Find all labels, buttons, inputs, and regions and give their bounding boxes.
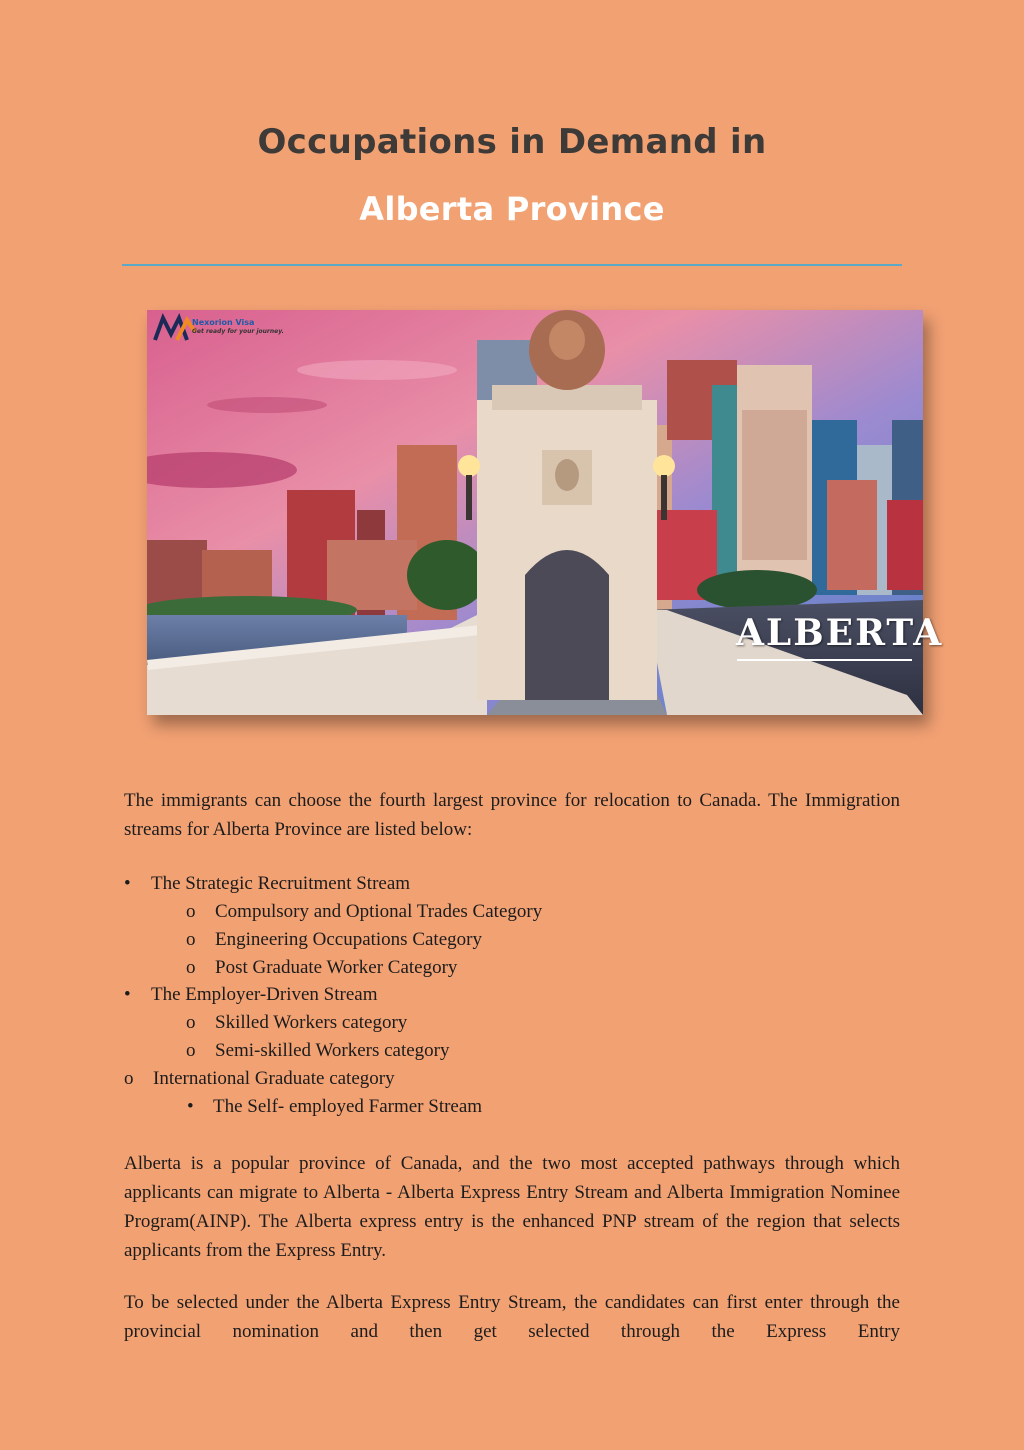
logo-name: Nexorion Visa xyxy=(192,318,255,327)
list-item: The Self- employed Farmer Stream xyxy=(213,1096,483,1117)
sub-marker: o xyxy=(186,901,196,922)
alberta-bridge-photo xyxy=(147,310,923,715)
list-item: International Graduate category xyxy=(153,1068,395,1089)
page-title-line-1: Occupations in Demand in xyxy=(257,122,767,162)
list-item: The Strategic Recruitment Stream xyxy=(151,873,411,894)
logo-tagline: Get ready for your journey. xyxy=(192,328,284,335)
sub-marker: o xyxy=(186,929,196,950)
list-item: The Employer-Driven Stream xyxy=(151,984,378,1005)
intro-text: The immigrants can choose the fourth largest province for relocation to Canada. The Immigration streams for Alberta Province are listed below: xyxy=(124,790,900,840)
list-item: Semi-skilled Workers category xyxy=(215,1040,450,1061)
title-divider xyxy=(122,264,902,266)
bullet-marker: • xyxy=(187,1096,194,1117)
list-item: Skilled Workers category xyxy=(215,1012,408,1033)
list-item: Post Graduate Worker Category xyxy=(215,957,458,978)
paragraph-3-text: To be selected under the Alberta Express Entry Stream, the candidates can first enter through the provincial nomination and then get selected through the Express Entry xyxy=(124,1292,900,1342)
logo-wordmark xyxy=(192,318,284,336)
list-item: Engineering Occupations Category xyxy=(215,929,482,950)
sub-marker: o xyxy=(124,1068,134,1089)
paragraph-3 xyxy=(124,1288,900,1346)
sub-marker: o xyxy=(186,957,196,978)
page-title-line-2: Alberta Province xyxy=(359,190,665,228)
sub-marker: o xyxy=(186,1012,196,1033)
intro-paragraph xyxy=(124,786,900,844)
bullet-marker: • xyxy=(124,984,131,1005)
bullet-marker: • xyxy=(124,873,131,894)
paragraph-2 xyxy=(124,1149,900,1265)
list-item: Compulsory and Optional Trades Category xyxy=(215,901,543,922)
paragraph-2-text: Alberta is a popular province of Canada, and the two most accepted pathways through which applicants can migrate to Alberta - Alberta Express Entry Stream and Alberta Immigration Nominee Program(AINP). The Alberta express entry is the enhanced PNP stream of the region that selects applicants from the Express Entry. xyxy=(124,1153,900,1261)
alberta-overlay-text: ALBERTA xyxy=(736,612,944,654)
alberta-overlay-underline xyxy=(737,659,912,661)
sub-marker: o xyxy=(186,1040,196,1061)
